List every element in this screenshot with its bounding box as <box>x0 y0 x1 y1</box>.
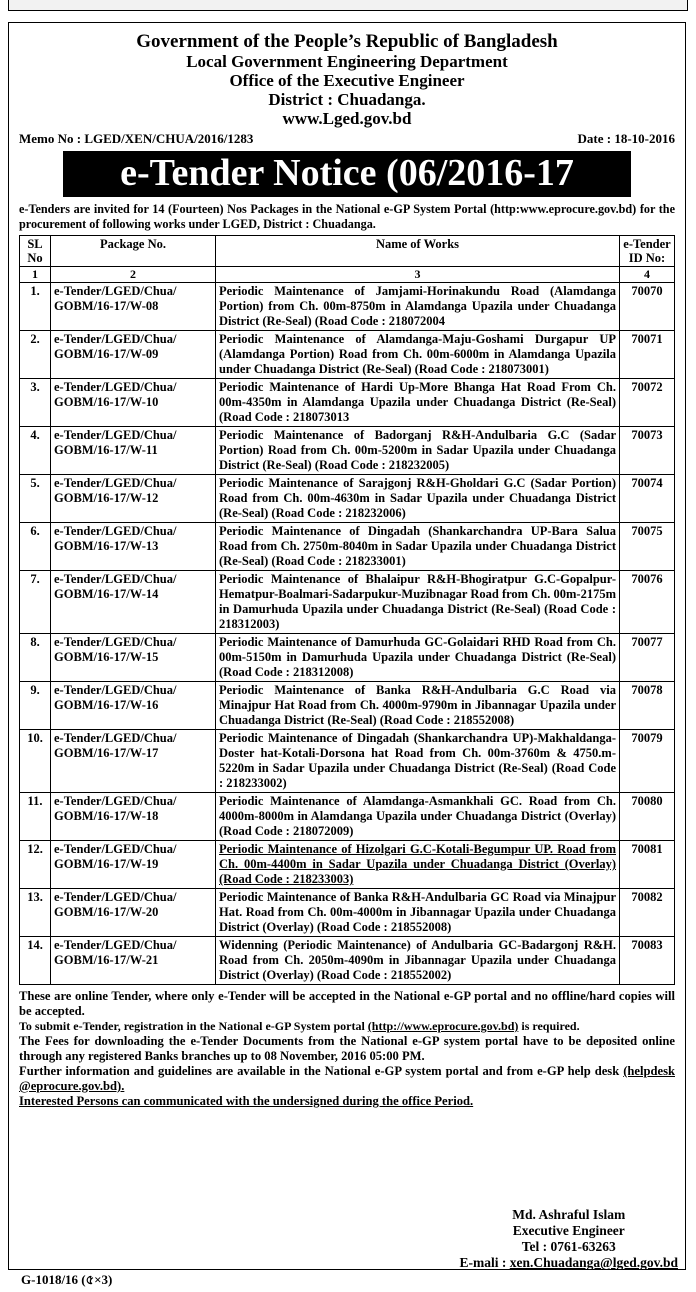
row-package: e-Tender/LGED/Chua/ GOBM/16-17/W-21 <box>51 937 216 985</box>
row-sl: 7. <box>20 571 51 634</box>
table-row <box>20 730 675 793</box>
email-link[interactable]: xen.Chuadanga@lged.gov.bd <box>509 1255 678 1270</box>
row-sl: 5. <box>20 475 51 523</box>
table-row <box>20 937 675 985</box>
notice-content <box>19 31 675 1109</box>
tender-table <box>19 235 675 985</box>
header-works: Name of Works <box>216 236 620 267</box>
row-work: Periodic Maintenance of Dingadah (Shankarchandra UP)-Makhaldanga-Doster hat-Kotali-Dorsona hat Road from Ch. 00m-3760m & 4750.m-5220m in Sadar Upazila under Chuadanga District (Re-Seal) (Road Code : 218233002) <box>216 730 620 793</box>
row-package: e-Tender/LGED/Chua/ GOBM/16-17/W-20 <box>51 889 216 937</box>
row-tender-id: 70072 <box>620 379 675 427</box>
signatory-email-row <box>460 1255 679 1271</box>
row-work: Periodic Maintenance of Bhalaipur R&H-Bhogiratpur G.C-Gopalpur-Hematpur-Boalmari-Sadarpukur-Muzibnagar Road from Ch. 00m-2175m in Damurhuda Upazila under Chuadanga District (Re-Seal) (Road Code : 218312003) <box>216 571 620 634</box>
eprocure-link[interactable]: (http://www.eprocure.gov.bd) <box>367 1019 519 1033</box>
row-tender-id: 70079 <box>620 730 675 793</box>
row-package: e-Tender/LGED/Chua/ GOBM/16-17/W-18 <box>51 793 216 841</box>
row-package: e-Tender/LGED/Chua/ GOBM/16-17/W-10 <box>51 379 216 427</box>
row-sl: 10. <box>20 730 51 793</box>
row-work: Periodic Maintenance of Jamjami-Horinakundu Road (Alamdanga Portion) from Ch. 00m-8750m in Alamdanga Upazila under Chuadanga District (Re-Seal) (Road Code : 218072004 <box>216 283 620 331</box>
email-label: E-mali : <box>459 1255 507 1270</box>
signatory-title: Executive Engineer <box>512 1223 625 1238</box>
notice-frame <box>8 22 686 1287</box>
footer-registration <box>19 1019 675 1034</box>
row-package: e-Tender/LGED/Chua/ GOBM/16-17/W-17 <box>51 730 216 793</box>
row-package: e-Tender/LGED/Chua/ GOBM/16-17/W-11 <box>51 427 216 475</box>
row-work: Periodic Maintenance of Alamdanga-Maju-Goshami Durgapur UP (Alamdanga Portion) Road from Ch. 00m-6000m in Alamdanga Upazila under Chuadanga District (Re-Seal) (Road Code : 218073001) <box>216 331 620 379</box>
table-header-row <box>20 236 675 267</box>
row-tender-id: 70077 <box>620 634 675 682</box>
header <box>19 31 675 128</box>
row-tender-id: 70071 <box>620 331 675 379</box>
notice-date: Date : 18-10-2016 <box>577 131 675 146</box>
row-package: e-Tender/LGED/Chua/ GOBM/16-17/W-14 <box>51 571 216 634</box>
row-tender-id: 70080 <box>620 793 675 841</box>
row-tender-id: 70082 <box>620 889 675 937</box>
row-tender-id: 70078 <box>620 682 675 730</box>
footer-online-note: These are online Tender, where only e-Tender will be accepted in the National e-GP portal and no offline/hard copies will be accepted. <box>19 989 675 1018</box>
row-sl: 3. <box>20 379 51 427</box>
row-package: e-Tender/LGED/Chua/ GOBM/16-17/W-09 <box>51 331 216 379</box>
row-package: e-Tender/LGED/Chua/ GOBM/16-17/W-12 <box>51 475 216 523</box>
row-work: Periodic Maintenance of Sarajgonj R&H-Gholdari G.C (Sadar Portion) Road from Ch. 00m-4630m in Sadar Upazila under Chuadanga District (Re-Seal) (Road Code : 218232006) <box>216 475 620 523</box>
table-row <box>20 571 675 634</box>
gazette-code: G-1018/16 (৫×3) <box>21 1272 113 1287</box>
notice-banner: e-Tender Notice (06/2016-17 <box>63 151 631 197</box>
intro-text: e-Tenders are invited for 14 (Fourteen) Nos Packages in the National e-GP System Portal (http:www.eprocure.gov.bd) for the procurement of following works under LGED, District : Chuadanga. <box>19 202 675 231</box>
row-package: e-Tender/LGED/Chua/ GOBM/16-17/W-08 <box>51 283 216 331</box>
table-row <box>20 682 675 730</box>
row-work: Periodic Maintenance of Dingadah (Shankarchandra UP-Bara Salua Road from Ch. 2750m-8040m in Sadar Upazila under Chuadanga District (Re-Seal) (Road Code : 218233001) <box>216 523 620 571</box>
header-district: District : Chuadanga. <box>268 90 426 109</box>
footer-interest: Interested Persons can communicated with the undersigned during the office Period. <box>19 1094 474 1108</box>
col-num: 1 <box>20 267 51 283</box>
table-row <box>20 283 675 331</box>
row-work: Widenning (Periodic Maintenance) of Andulbaria GC-Badargonj R&H. Road from Ch. 2050m-4090m in Jibannagar Upazila under Chuadanga District (Overlay) (Road Code : 218552002) <box>216 937 620 985</box>
footer-guidelines-text: Further information and guidelines are available in the National e-GP system portal and from e-GP help desk <box>19 1064 620 1078</box>
row-work: Periodic Maintenance of Badorganj R&H-Andulbaria G.C (Sadar Portion) Road from Ch. 00m-5200m in Sadar Upazila under Chuadanga District (Re-Seal) (Road Code : 218232005) <box>216 427 620 475</box>
header-department: Local Government Engineering Department <box>186 52 508 71</box>
row-work: Periodic Maintenance of Alamdanga-Asmankhali GC. Road from Ch. 4000m-8000m in Alamdanga Upazila under Chuadanga District (Overlay) (Road Code : 218072009) <box>216 793 620 841</box>
row-work: Periodic Maintenance of Damurhuda GC-Golaidari RHD Road from Ch. 00m-5150m in Damurhuda Upazila under Chuadanga District (Re-Seal) (Road Code : 218312008) <box>216 634 620 682</box>
signatory-tel: Tel : 0761-63263 <box>521 1239 616 1254</box>
header-office: Office of the Executive Engineer <box>229 71 465 90</box>
header-website: www.Lged.gov.bd <box>282 109 412 128</box>
row-sl: 4. <box>20 427 51 475</box>
row-tender-id: 70074 <box>620 475 675 523</box>
row-sl: 11. <box>20 793 51 841</box>
row-sl: 6. <box>20 523 51 571</box>
signature-block <box>460 1207 679 1271</box>
header-sl: SL No <box>20 236 51 267</box>
footer-registration-text: To submit e-Tender, registration in the National e-GP System portal <box>19 1019 365 1033</box>
footer-fees: The Fees for downloading the e-Tender Documents from the National e-GP system portal have to be deposited online through any registered Banks branches up to 08 November, 2016 05:00 PM. <box>19 1034 675 1063</box>
col-num: 3 <box>216 267 620 283</box>
table-row <box>20 793 675 841</box>
row-package: e-Tender/LGED/Chua/ GOBM/16-17/W-16 <box>51 682 216 730</box>
row-sl: 9. <box>20 682 51 730</box>
row-tender-id: 70076 <box>620 571 675 634</box>
row-tender-id: 70081 <box>620 841 675 889</box>
row-package: e-Tender/LGED/Chua/ GOBM/16-17/W-13 <box>51 523 216 571</box>
table-row <box>20 889 675 937</box>
footer-guidelines <box>19 1064 675 1094</box>
header-package: Package No. <box>51 236 216 267</box>
table-row <box>20 427 675 475</box>
memo-number: Memo No : LGED/XEN/CHUA/2016/1283 <box>19 131 254 146</box>
column-number-row <box>20 267 675 283</box>
row-sl: 1. <box>20 283 51 331</box>
table-row <box>20 475 675 523</box>
helpdesk-link[interactable]: (helpdesk @eprocure.gov.bd). <box>19 1064 675 1093</box>
row-sl: 8. <box>20 634 51 682</box>
row-work: Periodic Maintenance of Banka R&H-Andulbaria GC Road via Minajpur Hat. Road from Ch. 00m-4000m in Jibannagar Upazila under Chuadanga District (Overlay) (Road Code : 218552008) <box>216 889 620 937</box>
row-tender-id: 70083 <box>620 937 675 985</box>
top-border-strip <box>8 0 688 11</box>
table-row <box>20 379 675 427</box>
memo-row <box>19 131 675 147</box>
signatory-name: Md. Ashraful Islam <box>512 1207 626 1222</box>
row-tender-id: 70070 <box>620 283 675 331</box>
row-work: Periodic Maintenance of Hardi Up-More Bhanga Hat Road From Ch. 00m-4350m in Alamdanga Upazila under Chuadanga District (Re-Seal) (Road Code : 218073013 <box>216 379 620 427</box>
col-num: 2 <box>51 267 216 283</box>
row-work: Periodic Maintenance of Banka R&H-Andulbaria G.C Road via Minajpur Hat Road from Ch. 4000m-9790m in Jibannagar Upazila under Chuadanga District (Re-Seal) (Road Code : 218552008) <box>216 682 620 730</box>
row-tender-id: 70073 <box>620 427 675 475</box>
table-row <box>20 841 675 889</box>
row-work: Periodic Maintenance of Hizolgari G.C-Kotali-Begumpur UP. Road from Ch. 00m-4400m in Sadar Upazila under Chuadanga District (Overlay) (Road Code : 218233003) <box>216 841 620 889</box>
header-government: Government of the People’s Republic of Bangladesh <box>136 31 558 52</box>
footer <box>19 989 675 1109</box>
row-sl: 2. <box>20 331 51 379</box>
row-sl: 13. <box>20 889 51 937</box>
table-row <box>20 634 675 682</box>
row-sl: 12. <box>20 841 51 889</box>
row-tender-id: 70075 <box>620 523 675 571</box>
col-num: 4 <box>620 267 675 283</box>
row-package: e-Tender/LGED/Chua/ GOBM/16-17/W-19 <box>51 841 216 889</box>
header-id: e-Tender ID No: <box>620 236 675 267</box>
table-row <box>20 331 675 379</box>
table-row <box>20 523 675 571</box>
footer-registration-end: is required. <box>521 1019 580 1033</box>
row-sl: 14. <box>20 937 51 985</box>
row-package: e-Tender/LGED/Chua/ GOBM/16-17/W-15 <box>51 634 216 682</box>
